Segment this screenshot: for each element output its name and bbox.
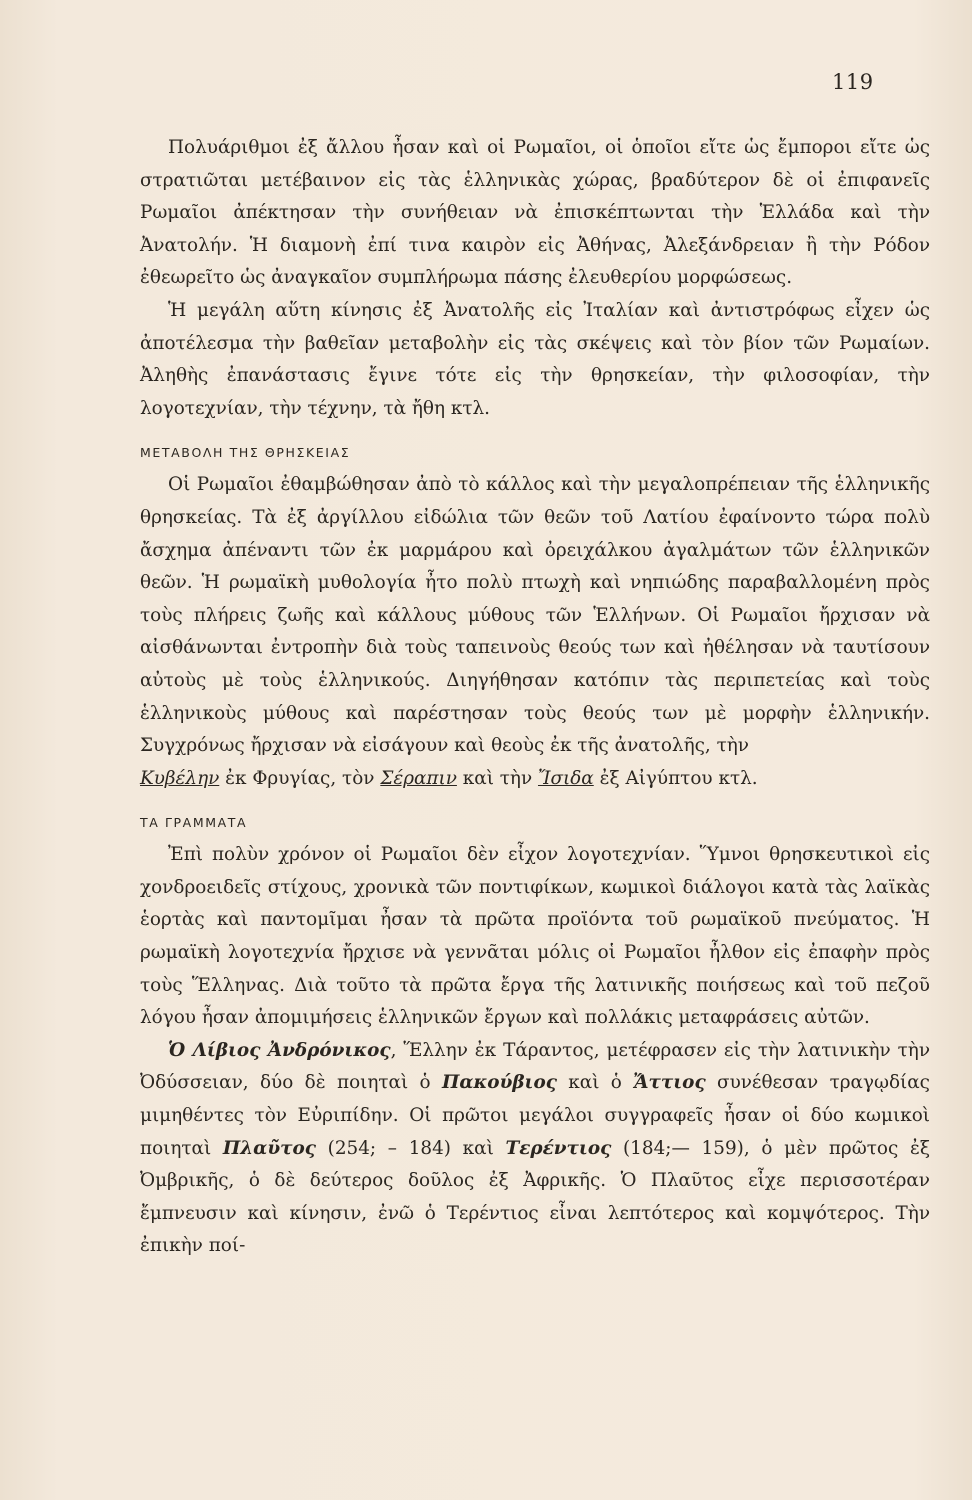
- name-serapis: Σέραπιν: [380, 767, 457, 789]
- name-attius: Ἄττιος: [633, 1072, 706, 1094]
- page-content: [140, 132, 930, 1263]
- religion-text-a: Οἱ Ρωμαῖοι ἐθαμβώθησαν ἀπὸ τὸ κάλλος καὶ τὴν μεγαλοπρέπειαν τῆς ἑλληνικῆς θρησκείας. Τὰ ἐξ ἀργίλλου εἰδώλια τῶν θεῶν τοῦ Λατίου ἐφαίνοντο τώρα πολὺ ἄσχημα ἀπέναντι τῶν ἐκ μαρμάρου καὶ ὀρειχάλκου ἀγαλμάτων τῶν ἑλληνικῶν θεῶν. Ἡ ρωμαϊκὴ μυθολογία ἦτο πολὺ πτωχὴ καὶ νηπιώδης παραβαλλομένη πρὸς τοὺς πλήρεις ζωῆς καὶ κάλλους μύθους τῶν Ἑλλήνων. Οἱ Ρωμαῖοι ἤρχισαν νὰ αἰσθάνωνται ἐντροπὴν διὰ τοὺς ταπεινοὺς θεούς των καὶ ἠθέλησαν νὰ ταυτίσουν αὐτοὺς μὲ τοὺς ἑλληνικούς. Διηγήθησαν κατόπιν τὰς περιπετείας καὶ τοὺς ἑλληνικοὺς μύθους καὶ παρέστησαν τοὺς θεούς των μὲ μορφὴν ἑλληνικήν. Συγχρόνως ἤρχισαν νὰ εἰσάγουν καὶ θεοὺς ἐκ τῆς ἀνατολῆς, τὴν: [140, 474, 930, 757]
- section-heading-religion: ΜΕΤΑΒΟΛΗ ΤΗΣ ΘΡΗΣΚΕΙΑΣ: [140, 445, 351, 461]
- name-kybele: Κυβέλην: [140, 767, 220, 789]
- page-number: 119: [832, 70, 874, 94]
- religion-text-d: ἐξ Αἰγύπτου κτλ.: [599, 767, 758, 789]
- name-plautus: Πλαῦτος: [222, 1137, 316, 1159]
- paragraph-intro-2: Ἡ μεγάλη αὕτη κίνησις ἐξ Ἀνατολῆς εἰς Ἰταλίαν καὶ ἀντιστρόφως εἶχεν ὡς ἀποτέλεσμα τὴν βαθεῖαν μεταβολὴν εἰς τὰς σκέψεις καὶ τὸν βίον τῶν Ρωμαίων. Ἀληθὴς ἐπανάστασις ἔγινε τότε εἰς τὴν θρησκείαν, τὴν φιλοσοφίαν, τὴν λογοτεχνίαν, τὴν τέχνην, τὰ ἤθη κτλ.: [140, 299, 930, 419]
- letters-text-2: καὶ ὁ: [568, 1072, 622, 1094]
- name-terentius: Τερέντιος: [505, 1137, 612, 1159]
- letters-text-1: , Ἕλλην ἐκ Τάραντος, μετέφρασεν εἰς τὴν λατινικὴν τὴν Ὀδύσσειαν, δύο δὲ ποιηταὶ ὁ: [140, 1039, 930, 1094]
- paragraph-intro-1: Πολυάριθμοι ἐξ ἄλλου ἦσαν καὶ οἱ Ρωμαῖοι, οἱ ὁποῖοι εἴτε ὡς ἔμποροι εἴτε ὡς στρατιῶται μετέβαινον εἰς τὰς ἑλληνικὰς χώρας, βραδύτερον δὲ οἱ ἐπιφανεῖς Ρωμαῖοι ἀπέκτησαν τὴν συνήθειαν νὰ ἐπισκέπτωνται τὴν Ἑλλάδα καὶ τὴν Ἀνατολήν. Ἡ διαμονὴ ἐπί τινα καιρὸν εἰς Ἀθήνας, Ἀλεξάνδρειαν ἢ τὴν Ρόδον ἐθεωρεῖτο ὡς ἀναγκαῖον συμπλήρωμα πάσης ἐλευθερίου μορφώσεως.: [140, 137, 930, 289]
- section-heading-letters: ΤΑ ΓΡΑΜΜΑΤΑ: [140, 815, 248, 831]
- name-livius: Ὁ Λίβιος Ἀνδρόνικος: [168, 1039, 391, 1061]
- paragraph-letters-2: [140, 1035, 930, 1263]
- letters-text-5: (184;— 159), ὁ μὲν πρῶτος ἐξ Ὀμβρικῆς, ὁ δὲ δεύτερος δοῦλος ἐξ Ἀφρικῆς. Ὁ Πλαῦτος εἶχε περισσοτέραν ἔμπνευσιν καὶ κίνησιν, ἐνῶ ὁ Τερέντιος εἶναι λεπτότερος καὶ κομψότερος. Τὴν ἐπικὴν ποί-: [140, 1137, 930, 1257]
- religion-text-b: ἐκ Φρυγίας, τὸν: [225, 767, 375, 789]
- letters-text-3: συνέθεσαν τραγῳδίας μιμηθέντες τὸν Εὐριπίδην. Οἱ πρῶτοι μεγάλοι συγγραφεῖς ἦσαν οἱ δύο κωμικοὶ ποιηταὶ: [140, 1072, 930, 1159]
- letters-text-4: (254; – 184) καὶ: [327, 1137, 494, 1159]
- religion-text-c: καὶ τὴν: [462, 767, 533, 789]
- name-pacuvius: Πακούβιος: [442, 1072, 557, 1094]
- name-isis: Ἴσιδα: [537, 767, 594, 789]
- paragraph-religion: [140, 469, 930, 795]
- paragraph-letters-1: Ἐπὶ πολὺν χρόνον οἱ Ρωμαῖοι δὲν εἶχον λογοτεχνίαν. Ὕμνοι θρησκευτικοὶ εἰς χονδροειδεῖς στίχους, χρονικὰ τῶν ποντιφίκων, κωμικοὶ διάλογοι κατὰ τὰς λαϊκὰς ἑορτὰς καὶ παντομῖμαι ἦσαν τὰ πρῶτα προϊόντα τοῦ ρωμαϊκοῦ πνεύματος. Ἡ ρωμαϊκὴ λογοτεχνία ἤρχισε νὰ γεννᾶται μόλις οἱ Ρωμαῖοι ἦλθον εἰς ἐπαφὴν πρὸς τοὺς Ἕλληνας. Διὰ τοῦτο τὰ πρῶτα ἔργα τῆς λατινικῆς ποιήσεως καὶ τοῦ πεζοῦ λόγου ἦσαν ἀπομιμήσεις ἑλληνικῶν ἔργων καὶ πολλάκις μεταφράσεις αὐτῶν.: [140, 844, 930, 1029]
